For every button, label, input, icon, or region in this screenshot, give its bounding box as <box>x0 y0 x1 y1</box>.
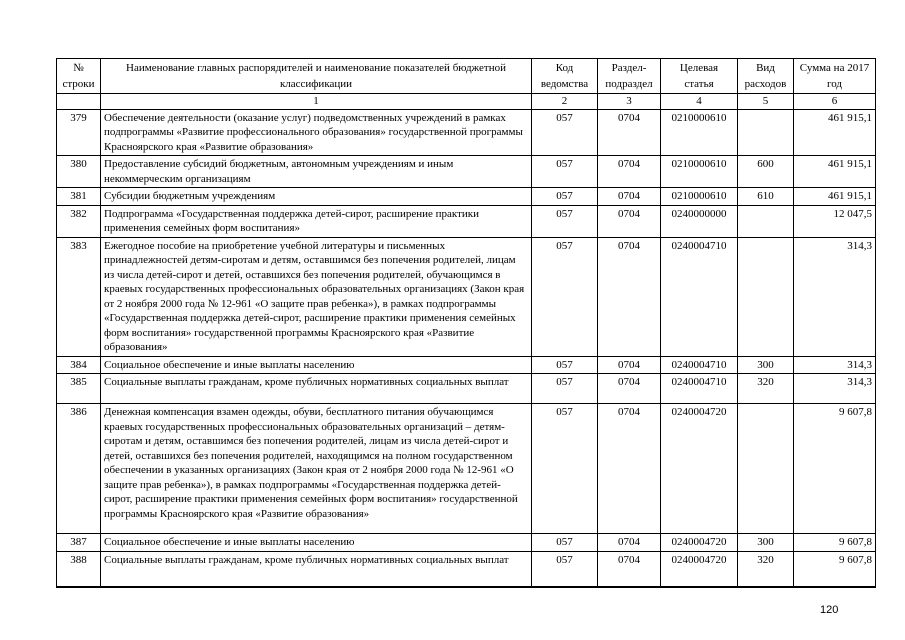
cell-target-article: 0240004720 <box>661 551 738 587</box>
cell-sum: 12 047,5 <box>794 205 876 237</box>
cell-sum: 314,3 <box>794 374 876 404</box>
table-row <box>57 356 876 374</box>
cell-section: 0704 <box>598 374 661 404</box>
table-row <box>57 205 876 237</box>
cell-department-code: 057 <box>532 534 598 552</box>
cell-department-code: 057 <box>532 156 598 188</box>
cell-name: Социальное обеспечение и иные выплаты населению <box>101 534 532 552</box>
cell-section: 0704 <box>598 356 661 374</box>
cell-sum: 9 607,8 <box>794 404 876 534</box>
cell-name: Социальные выплаты гражданам, кроме публичных нормативных социальных выплат <box>101 374 532 404</box>
cell-section: 0704 <box>598 404 661 534</box>
column-index: 1 <box>101 94 532 110</box>
cell-department-code: 057 <box>532 109 598 156</box>
cell-target-article: 0210000610 <box>661 188 738 206</box>
header-expense-type: Вид расходов <box>738 59 794 94</box>
cell-target-article: 0240004710 <box>661 237 738 356</box>
cell-name: Предоставление субсидий бюджетным, автономным учреждениям и иным некоммерческим организациям <box>101 156 532 188</box>
budget-table <box>56 58 876 588</box>
cell-department-code: 057 <box>532 205 598 237</box>
header-name: Наименование главных распорядителей и наименование показателей бюджетной классификации <box>101 59 532 94</box>
cell-expense-type: 320 <box>738 374 794 404</box>
cell-sum: 314,3 <box>794 237 876 356</box>
cell-row-number: 387 <box>57 534 101 552</box>
table-row <box>57 237 876 356</box>
cell-target-article: 0240000000 <box>661 205 738 237</box>
column-index <box>57 94 101 110</box>
cell-row-number: 382 <box>57 205 101 237</box>
cell-department-code: 057 <box>532 374 598 404</box>
column-index: 6 <box>794 94 876 110</box>
cell-name: Социальные выплаты гражданам, кроме публичных нормативных социальных выплат <box>101 551 532 587</box>
header-row <box>57 59 876 94</box>
page-number: 120 <box>820 604 839 616</box>
cell-section: 0704 <box>598 534 661 552</box>
cell-name: Обеспечение деятельности (оказание услуг) подведомственных учреждений в рамках подпрограммы «Развитие профессионального образования» государственной программы Красноярского края «Развитие образования» <box>101 109 532 156</box>
cell-target-article: 0240004710 <box>661 356 738 374</box>
cell-expense-type: 610 <box>738 188 794 206</box>
header-row-number: № строки <box>57 59 101 94</box>
column-index-row <box>57 94 876 110</box>
cell-target-article: 0210000610 <box>661 109 738 156</box>
cell-department-code: 057 <box>532 237 598 356</box>
cell-target-article: 0240004720 <box>661 404 738 534</box>
cell-row-number: 384 <box>57 356 101 374</box>
cell-row-number: 386 <box>57 404 101 534</box>
table-row <box>57 374 876 404</box>
header-target-article: Целевая статья <box>661 59 738 94</box>
column-index: 5 <box>738 94 794 110</box>
cell-name: Подпрограмма «Государственная поддержка детей-сирот, расширение практики применения семейных форм воспитания» <box>101 205 532 237</box>
column-index: 3 <box>598 94 661 110</box>
cell-sum: 314,3 <box>794 356 876 374</box>
cell-row-number: 380 <box>57 156 101 188</box>
header-sum-2017: Сумма на 2017 год <box>794 59 876 94</box>
cell-section: 0704 <box>598 109 661 156</box>
cell-sum: 461 915,1 <box>794 188 876 206</box>
cell-row-number: 385 <box>57 374 101 404</box>
table-body <box>57 109 876 587</box>
cell-expense-type: 320 <box>738 551 794 587</box>
cell-section: 0704 <box>598 237 661 356</box>
table-row <box>57 534 876 552</box>
cell-section: 0704 <box>598 551 661 587</box>
table-row <box>57 109 876 156</box>
cell-department-code: 057 <box>532 551 598 587</box>
cell-target-article: 0240004710 <box>661 374 738 404</box>
cell-row-number: 381 <box>57 188 101 206</box>
cell-expense-type: 300 <box>738 534 794 552</box>
cell-expense-type <box>738 205 794 237</box>
cell-row-number: 388 <box>57 551 101 587</box>
cell-expense-type <box>738 109 794 156</box>
cell-department-code: 057 <box>532 188 598 206</box>
cell-name: Социальное обеспечение и иные выплаты населению <box>101 356 532 374</box>
cell-section: 0704 <box>598 188 661 206</box>
cell-sum: 461 915,1 <box>794 109 876 156</box>
cell-name: Ежегодное пособие на приобретение учебной литературы и письменных принадлежностей детям-сиротам и детям, оставшимся без попечения родителей, лицам из числа детей-сирот и детей, оставшихся без попечения родителей, обучающимся в краевых государственных профессиональных образовательных организациях (Закон края от 2 ноября 2000 года № 12-961 «О защите прав ребенка»), в рамках подпрограммы «Государственная поддержка детей-сирот, расширение практики применения семейных форм воспитания» государственной программы Красноярского края «Развитие образования» <box>101 237 532 356</box>
cell-expense-type: 300 <box>738 356 794 374</box>
cell-row-number: 379 <box>57 109 101 156</box>
cell-sum: 461 915,1 <box>794 156 876 188</box>
table-row <box>57 156 876 188</box>
table-row <box>57 551 876 587</box>
header-department-code: Код ведомства <box>532 59 598 94</box>
cell-department-code: 057 <box>532 356 598 374</box>
cell-section: 0704 <box>598 205 661 237</box>
cell-department-code: 057 <box>532 404 598 534</box>
header-section-subsection: Раздел-подраздел <box>598 59 661 94</box>
table-row <box>57 188 876 206</box>
cell-expense-type <box>738 237 794 356</box>
column-index: 4 <box>661 94 738 110</box>
table-row <box>57 404 876 534</box>
cell-section: 0704 <box>598 156 661 188</box>
cell-sum: 9 607,8 <box>794 534 876 552</box>
cell-target-article: 0210000610 <box>661 156 738 188</box>
cell-row-number: 383 <box>57 237 101 356</box>
cell-target-article: 0240004720 <box>661 534 738 552</box>
cell-expense-type: 600 <box>738 156 794 188</box>
column-index: 2 <box>532 94 598 110</box>
cell-expense-type <box>738 404 794 534</box>
cell-name: Субсидии бюджетным учреждениям <box>101 188 532 206</box>
cell-name: Денежная компенсация взамен одежды, обуви, бесплатного питания обучающимся краевых государственных профессиональных образовательных организаций – детям-сиротам и детям, оставшимся без попечения родителей, лицам из числа детей-сирот и детей, оставшихся без попечения родителей, находящимся на полном государственном обеспечении в указанных организациях (Закон края от 2 ноября 2000 года № 12-961 «О защите прав ребенка»), в рамках подпрограммы «Государственная поддержка детей-сирот, расширение практики применения семейных форм воспитания» государственной программы Красноярского края «Развитие образования» <box>101 404 532 534</box>
cell-sum: 9 607,8 <box>794 551 876 587</box>
table-header <box>57 59 876 110</box>
